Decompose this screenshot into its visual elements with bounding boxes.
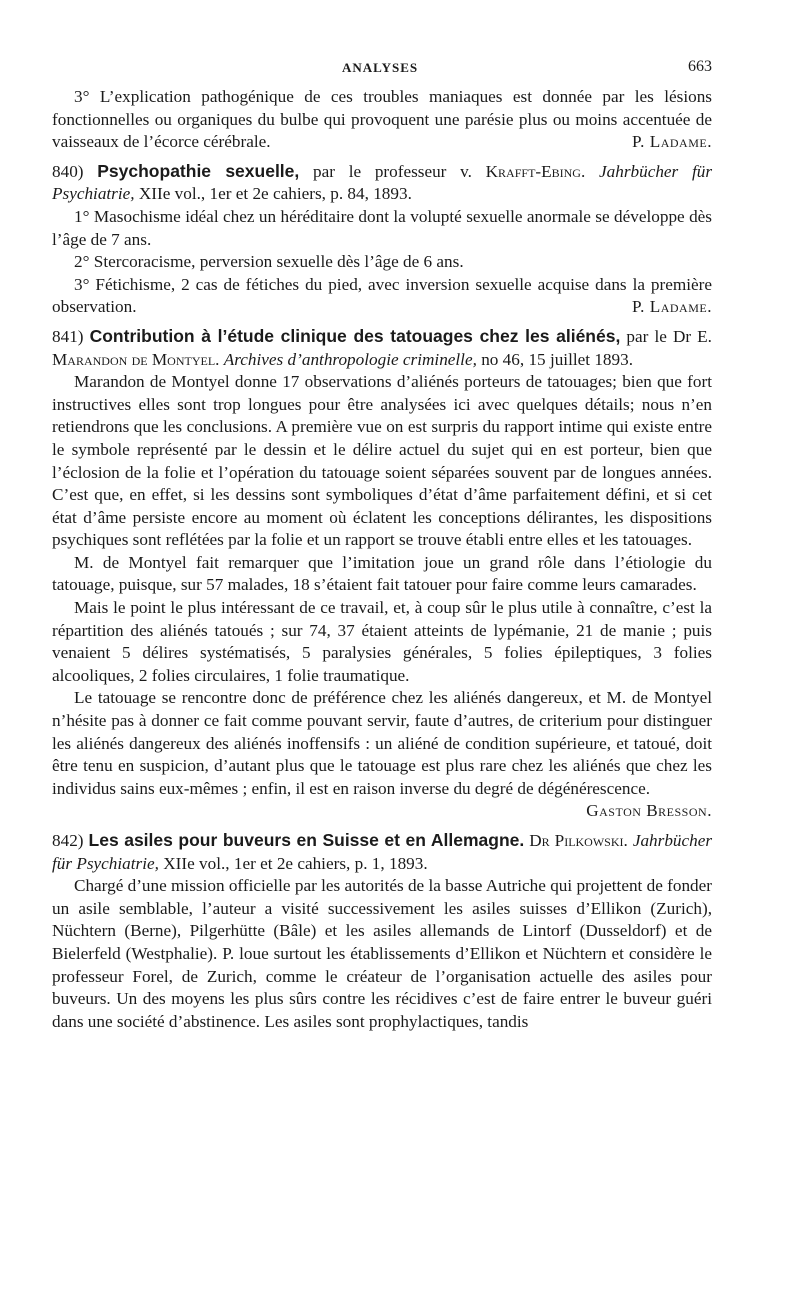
entry-841-paragraph-1: Marandon de Montyel donne 17 observations d’aliénés porteurs de tatouages; bien que fort instructives elles sont trop longues pour être analysées ici avec quelques détails; nous n’en retiendrons que les conclusions. A première vue on est surpris du rapport intime qui existe entre le symbole représenté par le dessin et le délire actuel du sujet qui en est porteur, bien que l’éclosion de la folie et l’opération du tatouage soient séparées souvent par de longues années. C’est que, en effet, si les dessins sont symboliques d’état d’âme parfaitement défini, et si cet état d’âme persiste encore au moment où éclatent les conceptions délirantes, les dispositions psychiques sont reflétées par la folie et un rapport se trouve établi entre elles et les tatouages. — [52, 372, 712, 550]
entry-842 — [52, 829, 712, 1033]
entry-840-number: 840) — [52, 161, 84, 181]
entry-841-paragraph-2: M. de Montyel fait remarquer que l’imitation joue un grand rôle dans l’étiologie du tatouage, puisque, sur 57 malades, 18 s’étaient fait tatouer pour faire comme leurs camarades. — [52, 552, 712, 595]
page — [52, 60, 712, 1033]
entry-840-signature: P. Ladame. — [631, 297, 712, 317]
entry-842-cite-b: XIIe vol., 1er et 2e cahiers, p. 1, 1893. — [163, 853, 428, 873]
entry-840-title: Psychopathie sexuelle, — [97, 160, 300, 181]
entry-841-paragraph-4: Le tatouage se rencontre donc de préférence chez les aliénés dangereux, et M. de Montyel n’hésite pas à donner ce fait comme pouvant servir, faute d’autres, de criterium pour distinguer les aliénés dangereux des aliénés inoffensifs : un aliéné de condition supérieure, et tatoué, doit être tenu en suspicion, d’autant plus que le tatouage est plus rare chez les aliénés que chez les individus sains eux-mêmes ; enfin, il est en raison inverse du degré de dégénérescence. — [52, 688, 712, 798]
entry-842-author: Dr Pilkowski. — [529, 831, 628, 850]
entry-840-cite-b: XIIe vol., 1er et 2e cahiers, p. 84, 1893. — [138, 184, 412, 204]
intro-signature: P. Ladame. — [631, 132, 712, 152]
entry-841-cite-a: par le Dr E. — [626, 326, 712, 346]
running-title: ANALYSES — [342, 60, 419, 75]
entry-840-paragraph-1: 1° Masochisme idéal chez un héréditaire dont la volupté sexuelle anormale se développe dès l’âge de 7 ans. — [52, 206, 712, 249]
entry-841-journal: Archives d’anthropologie criminelle, — [223, 349, 477, 369]
entry-840-cite-a: par le professeur v. — [313, 161, 486, 181]
entry-840-author: Krafft-Ebing. — [485, 161, 586, 181]
page-number: 663 — [688, 58, 712, 75]
page-header — [52, 60, 712, 86]
entry-841-title: Contribution à l’étude clinique des tatouages chez les aliénés, — [89, 325, 621, 346]
entry-842-heading — [52, 829, 712, 875]
intro-paragraph: 3° L’explication pathogénique de ces troubles maniaques est donnée par les lésions fonctionnelles ou organiques du bulbe qui provoquent une parésie plus ou moins accentuée de vaisseaux de l’écorce cérébrale. — [52, 87, 712, 152]
entry-842-paragraph-1: Chargé d’une mission officielle par les autorités de la basse Autriche qui projettent de fonder un asile semblable, l’auteur a visité successivement les asiles suisses d’Ellikon (Zurich), Nüchtern (Berne), Pilgerhütte (Bâle) et les asiles allemands de Lintorf (Dusseldorf) et de Bielerfeld (Westphalie). P. loue surtout les établissements d’Ellikon et Nüchtern et considère le professeur Forel, de Zurich, comme le créateur de l’organisation actuelle des asiles pour buveurs. Un des moyens les plus sûrs contre les récidives c’est de faire entrer le buveur guéri dans une société d’abstinence. Les asiles sont prophylactiques, tandis — [52, 876, 712, 1031]
entry-841-heading — [52, 325, 712, 371]
entry-840-paragraph-2: 2° Stercoracisme, perversion sexuelle dès l’âge de 6 ans. — [74, 252, 464, 272]
entry-841-paragraph-3: Mais le point le plus intéressant de ce travail, et, à coup sûr le plus utile à connaître, c’est la répartition des aliénés tatoués ; sur 74, 37 étaient atteints de lypémanie, 21 de manie ; puis venaient 5 délires systématisés, 5 paralysies générales, 5 folies épileptiques, 3 folies alcooliques, 2 folies circulaires, 1 folie traumatique. — [52, 598, 712, 685]
entry-840 — [52, 160, 712, 319]
entry-842-journal: Jahrbücher für Psychiatrie, — [52, 831, 713, 873]
entry-842-number: 842) — [52, 831, 84, 850]
entry-841-number: 841) — [52, 326, 84, 346]
entry-840-paragraph-3: 3° Fétichisme, 2 cas de fétiches du pied, avec inversion sexuelle acquise dans la première observation. — [52, 274, 712, 317]
entry-841-signature: Gaston Bresson. — [586, 801, 712, 821]
entry-840-journal: Jahrbücher für Psychiatrie, — [52, 161, 713, 204]
entry-842-title: Les asiles pour buveurs en Suisse et en Allemagne. — [88, 830, 525, 850]
entry-840-heading — [52, 160, 712, 206]
entry-841-author: Marandon de Montyel. — [52, 349, 220, 369]
entry-841 — [52, 325, 712, 823]
entry-841-cite-b: no 46, 15 juillet 1893. — [481, 349, 634, 369]
